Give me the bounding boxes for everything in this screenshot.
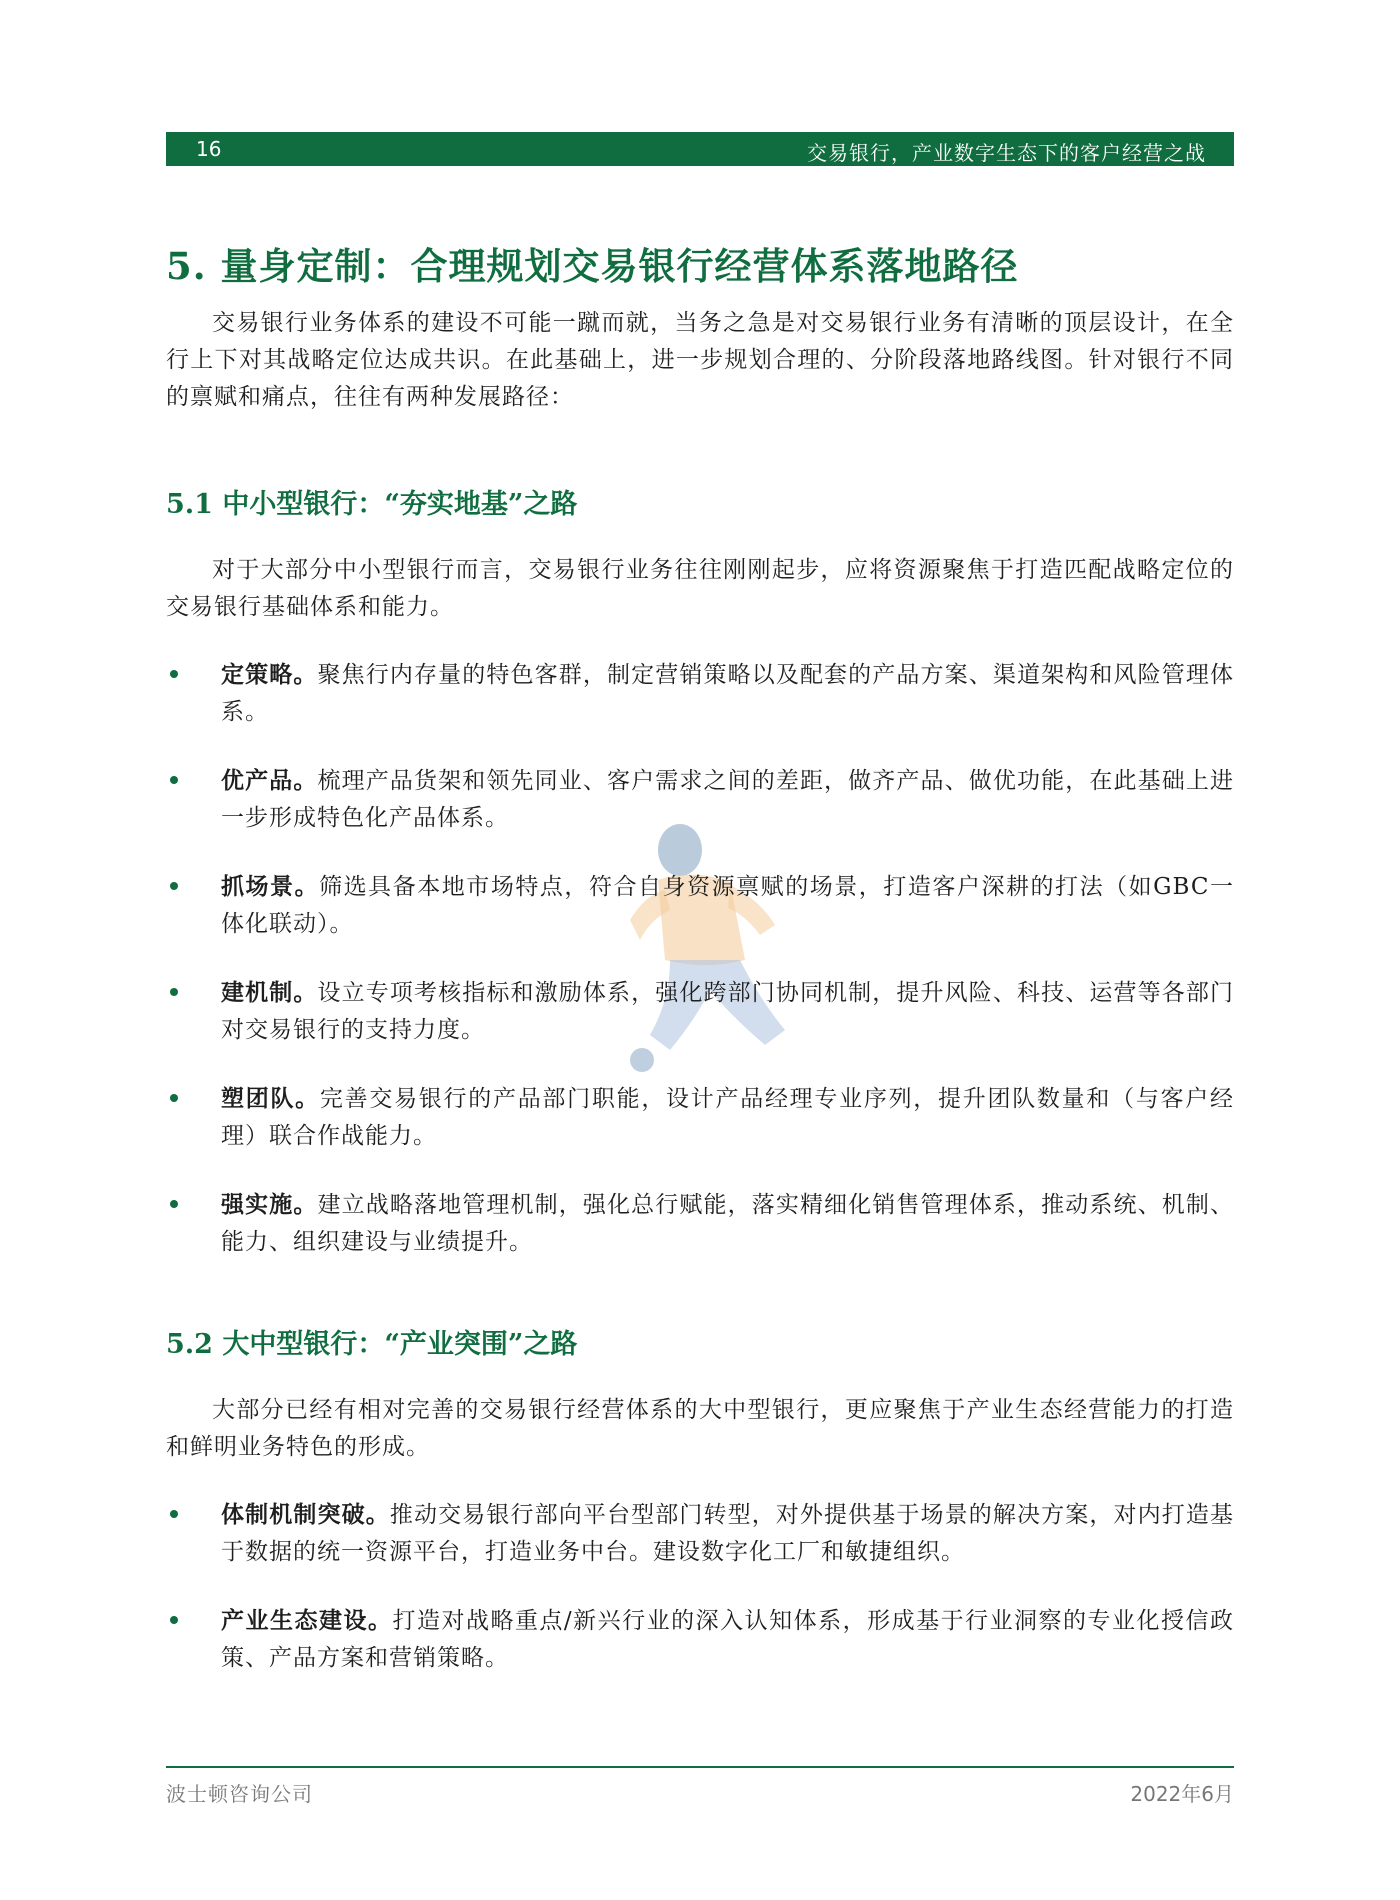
list-item-lead: 产业生态建设。 <box>221 1607 393 1634</box>
list-item-text <box>221 1080 1234 1155</box>
subsection-intro-1: 对于大部分中小型银行而言，交易银行业务往往刚刚起步，应将资源聚焦于打造匹配战略定位的交易银行基础体系和能力。 <box>166 557 1234 620</box>
list-item <box>166 868 1234 943</box>
list-item-text <box>221 1186 1234 1261</box>
list-item <box>166 1186 1234 1261</box>
list-item-lead: 定策略。 <box>221 661 318 688</box>
header-bar <box>166 132 1234 166</box>
bullet-dot <box>170 670 178 678</box>
section-intro: 交易银行业务体系的建设不可能一蹴而就，当务之急是对交易银行业务有清晰的顶层设计，在全行上下对其战略定位达成共识。在此基础上，进一步规划合理的、分阶段落地路线图。针对银行不同的禀赋和痛点，往往有两种发展路径： <box>166 310 1234 410</box>
list-item-lead: 强实施。 <box>221 1191 318 1218</box>
list-item-body: 完善交易银行的产品部门职能，设计产品经理专业序列，提升团队数量和（与客户经理）联合作战能力。 <box>221 1086 1235 1149</box>
list-item <box>166 762 1234 837</box>
list-item-text <box>221 974 1234 1049</box>
page-number: 16 <box>196 137 222 161</box>
list-item-body: 打造对战略重点/新兴行业的深入认知体系，形成基于行业洞察的专业化授信政策、产品方案和营销策略。 <box>221 1608 1235 1671</box>
list-item-lead: 优产品。 <box>221 767 318 794</box>
footer-date: 2022年6月 <box>1130 1782 1234 1806</box>
list-item-text <box>221 762 1234 837</box>
bullet-dot <box>170 1200 178 1208</box>
subsection-title-2: 5.2 大中型银行：“产业突围”之路 <box>166 1329 578 1360</box>
list-item <box>166 974 1234 1049</box>
list-item-body: 建立战略落地管理机制，强化总行赋能，落实精细化销售管理体系，推动系统、机制、能力、组织建设与业绩提升。 <box>221 1192 1235 1255</box>
list-item <box>166 1496 1234 1571</box>
bullet-dot <box>170 988 178 996</box>
footer-divider <box>166 1766 1234 1768</box>
list-item-lead: 抓场景。 <box>221 873 320 900</box>
list-item-lead: 建机制。 <box>221 979 318 1006</box>
list-item <box>166 656 1234 731</box>
subsection-title-1: 5.1 中小型银行：“夯实地基”之路 <box>166 489 578 520</box>
list-item-body: 设立专项考核指标和激励体系，强化跨部门协同机制，提升风险、科技、运营等各部门对交易银行的支持力度。 <box>221 980 1235 1043</box>
bullet-dot <box>170 776 178 784</box>
list-item-body: 梳理产品货架和领先同业、客户需求之间的差距，做齐产品、做优功能，在此基础上进一步形成特色化产品体系。 <box>221 768 1235 831</box>
bullet-dot <box>170 1510 178 1518</box>
footer-company: 波士顿咨询公司 <box>166 1782 313 1806</box>
list-item-text <box>221 1496 1234 1571</box>
bullet-dot <box>170 1094 178 1102</box>
list-item-body: 筛选具备本地市场特点，符合自身资源禀赋的场景，打造客户深耕的打法（如GBC一体化联动）。 <box>221 874 1234 937</box>
list-item <box>166 1080 1234 1155</box>
list-item-lead: 塑团队。 <box>221 1085 320 1112</box>
list-item-body: 聚焦行内存量的特色客群，制定营销策略以及配套的产品方案、渠道架构和风险管理体系。 <box>221 662 1235 725</box>
list-item <box>166 1602 1234 1677</box>
list-item-text <box>221 1602 1234 1677</box>
bullet-dot <box>170 1616 178 1624</box>
list-item-lead: 体制机制突破。 <box>221 1501 390 1528</box>
list-item-body: 推动交易银行部向平台型部门转型，对外提供基于场景的解决方案，对内打造基于数据的统一资源平台，打造业务中台。建设数字化工厂和敏捷组织。 <box>221 1502 1235 1565</box>
header-title: 交易银行，产业数字生态下的客户经营之战 <box>807 141 1206 165</box>
bullet-dot <box>170 882 178 890</box>
section-title: 5. 量身定制：合理规划交易银行经营体系落地路径 <box>166 244 1019 288</box>
list-item-text <box>221 868 1234 943</box>
subsection-intro-2: 大部分已经有相对完善的交易银行经营体系的大中型银行，更应聚焦于产业生态经营能力的打造和鲜明业务特色的形成。 <box>166 1397 1234 1460</box>
list-item-text <box>221 656 1234 731</box>
